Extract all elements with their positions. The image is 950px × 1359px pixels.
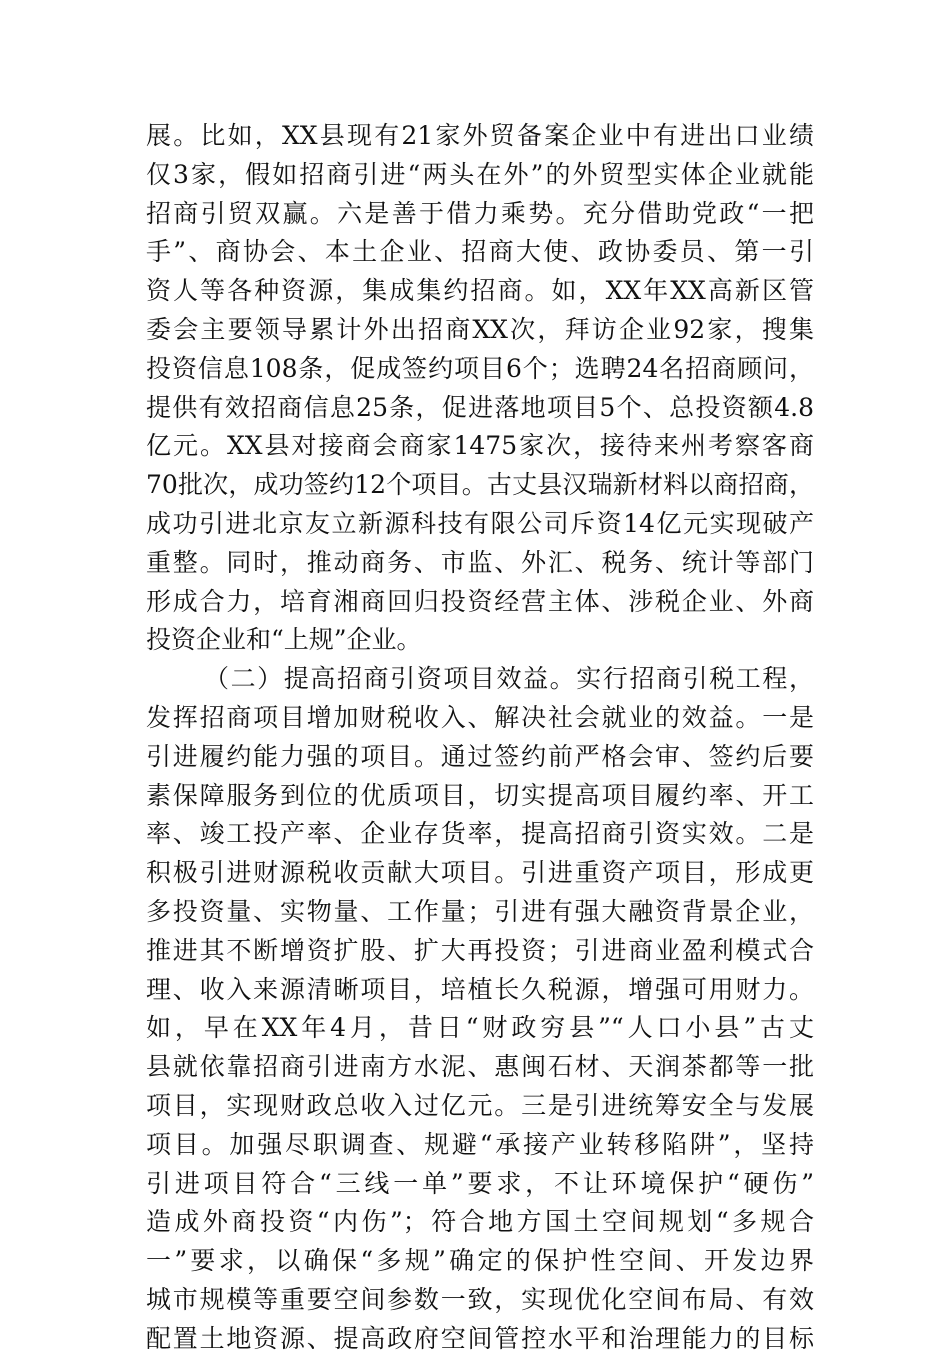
text-line: 引进履约能力强的项目。通过签约前严格会审、签约后要 [146, 741, 814, 771]
paragraph-1 [146, 117, 814, 660]
text-line: 展。比如，XX县现有21家外贸备案企业中有进出口业绩 [146, 121, 814, 150]
text-line: 城市规模等重要空间参数一致，实现优化空间布局、有效 [146, 1284, 814, 1314]
text-line: 亿元。XX县对接商会商家1475家次，接待来州考察客商 [146, 431, 814, 461]
text-line: 资人等各种资源，集成集约招商。如，XX年XX高新区管 [146, 276, 814, 306]
text-line: 造成外商投资“内伤”；符合地方国土空间规划“多规合 [146, 1207, 814, 1237]
text-line: 手”、商协会、本土企业、招商大使、政协委员、第一引 [146, 237, 814, 267]
text-line: 发挥招商项目增加财税收入、解决社会就业的效益。一是 [146, 702, 814, 732]
paragraph-2 [146, 660, 814, 1358]
text-line: 项目。加强尽职调查、规避“承接产业转移陷阱”，坚持 [146, 1129, 814, 1159]
text-line: 仅3家，假如招商引进“两头在外”的外贸型实体企业就能 [146, 159, 814, 189]
text-line: 提供有效招商信息25条，促进落地项目5个、总投资额4.8 [146, 392, 814, 422]
text-line: 招商引贸双赢。六是善于借力乘势。充分借助党政“一把 [146, 198, 814, 228]
section-heading-line: （二）提高招商引资项目效益。实行招商引税工程， [204, 664, 814, 694]
text-line: 多投资量、实物量、工作量；引进有强大融资背景企业， [146, 896, 814, 926]
text-line: 委会主要领导累计外出招商XX次，拜访企业92家，搜集 [146, 314, 814, 344]
text-line: 70批次，成功签约12个项目。古丈县汉瑞新材料以商招商， [146, 470, 814, 500]
text-line: 项目，实现财政总收入过亿元。三是引进统筹安全与发展 [146, 1090, 814, 1120]
text-line: 成功引进北京友立新源科技有限公司斥资14亿元实现破产 [146, 508, 814, 538]
text-line: 一”要求，以确保“多规”确定的保护性空间、开发边界 [146, 1246, 814, 1276]
text-line: 重整。同时，推动商务、市监、外汇、税务、统计等部门 [146, 547, 814, 577]
text-line: 如，早在XX年4月，昔日“财政穷县”“人口小县”古丈 [146, 1013, 814, 1043]
text-line: 推进其不断增资扩股、扩大再投资；引进商业盈利模式合 [146, 935, 814, 965]
text-line: 积极引进财源税收贡献大项目。引进重资产项目，形成更 [146, 858, 814, 888]
text-line: 率、竣工投产率、企业存货率，提高招商引资实效。二是 [146, 819, 814, 849]
text-line: 引进项目符合“三线一单”要求，不让环境保护“硬伤” [146, 1168, 814, 1198]
text-line: 县就依靠招商引进南方水泥、惠闽石材、天润茶都等一批 [146, 1052, 814, 1082]
text-line: 配置土地资源、提高政府空间管控水平和治理能力的目标 [146, 1323, 814, 1353]
text-line: 形成合力，培育湘商回归投资经营主体、涉税企业、外商 [146, 586, 814, 616]
text-line: 素保障服务到位的优质项目，切实提高项目履约率、开工 [146, 780, 814, 810]
text-line: 投资企业和“上规”企业。 [146, 625, 422, 655]
text-line: 投资信息108条，促成签约项目6个；选聘24名招商顾问， [146, 353, 814, 383]
text-line: 理、收入来源清晰项目，培植长久税源，增强可用财力。 [146, 974, 814, 1004]
body-text [146, 117, 814, 1359]
